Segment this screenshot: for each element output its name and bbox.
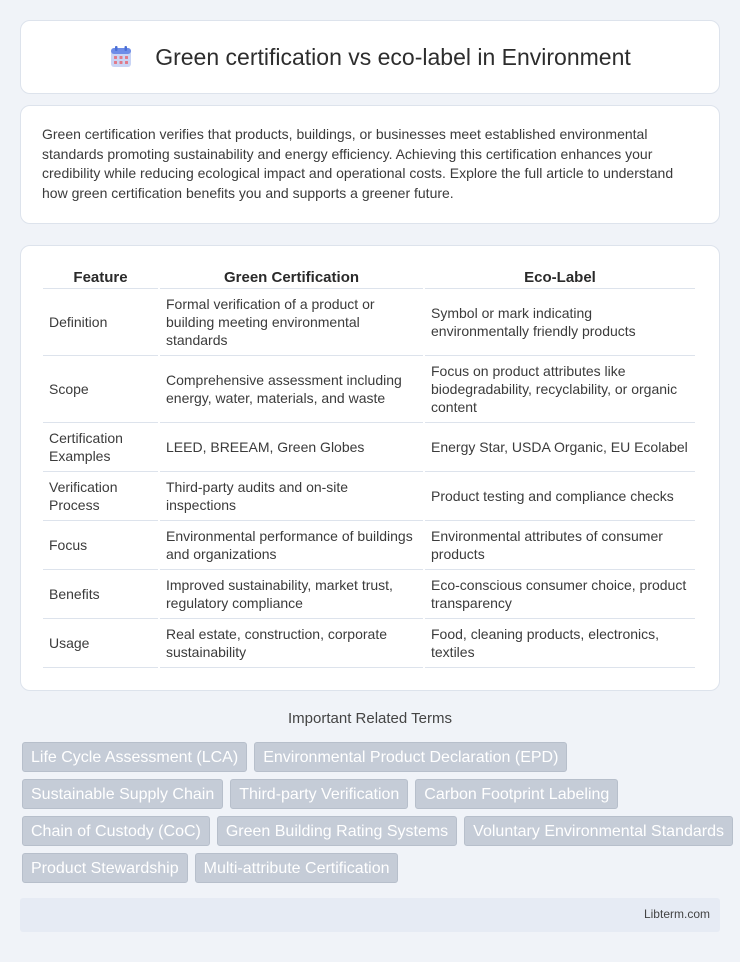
footer (20, 898, 720, 932)
table-row (43, 356, 695, 423)
related-term-tag[interactable]: Environmental Product Declaration (EPD) (254, 742, 567, 772)
related-term-tag[interactable]: Chain of Custody (CoC) (22, 816, 210, 846)
table-cell: Certification Examples (43, 423, 158, 472)
table-cell: Verification Process (43, 472, 158, 521)
related-term-tag[interactable]: Life Cycle Assessment (LCA) (22, 742, 247, 772)
table-row (43, 570, 695, 619)
table-cell: Energy Star, USDA Organic, EU Ecolabel (425, 423, 695, 472)
table-cell: Third-party audits and on-site inspections (160, 472, 423, 521)
related-terms-title: Important Related Terms (288, 710, 452, 727)
table-row (43, 289, 695, 356)
table-cell: Comprehensive assessment including energy, water, materials, and waste (160, 356, 423, 423)
related-term-tag[interactable]: Carbon Footprint Labeling (415, 779, 618, 809)
table-cell: Usage (43, 619, 158, 668)
title-card (20, 20, 720, 94)
table-cell: Focus on product attributes like biodegradability, recyclability, or organic content (425, 356, 695, 423)
table-cell: Eco-conscious consumer choice, product transparency (425, 570, 695, 619)
table-row (43, 472, 695, 521)
header-green-certification: Green Certification (160, 266, 423, 289)
table-cell: Benefits (43, 570, 158, 619)
comparison-table-card (20, 245, 720, 691)
intro-text: Green certification verifies that products, buildings, or businesses meet established environmental standards promoting sustainability and energy efficiency. Achieving this certification enhances your credibility while reducing ecological impact and operational costs. Explore the full article to understand how green certification benefits you and supports a greener future. (42, 126, 674, 201)
table-header-row (43, 266, 695, 289)
page-title: Green certification vs eco-label in Environment (155, 43, 631, 70)
calendar-icon (109, 45, 133, 69)
related-term-tag[interactable]: Third-party Verification (230, 779, 408, 809)
table-cell: Symbol or mark indicating environmentally friendly products (425, 289, 695, 356)
table-cell: Product testing and compliance checks (425, 472, 695, 521)
table-cell: Environmental performance of buildings and organizations (160, 521, 423, 570)
related-term-tag[interactable]: Multi-attribute Certification (195, 853, 399, 883)
related-term-tag[interactable]: Sustainable Supply Chain (22, 779, 223, 809)
table-cell: Focus (43, 521, 158, 570)
header-eco-label: Eco-Label (425, 266, 695, 289)
table-cell: Definition (43, 289, 158, 356)
table-cell: Environmental attributes of consumer products (425, 521, 695, 570)
table-cell: LEED, BREEAM, Green Globes (160, 423, 423, 472)
table-cell: Scope (43, 356, 158, 423)
related-terms-list (22, 742, 722, 890)
related-term-tag[interactable]: Voluntary Environmental Standards (464, 816, 733, 846)
related-term-tag[interactable]: Green Building Rating Systems (217, 816, 457, 846)
table-cell: Food, cleaning products, electronics, textiles (425, 619, 695, 668)
footer-brand[interactable]: Libterm.com (643, 907, 710, 921)
related-term-tag[interactable]: Product Stewardship (22, 853, 188, 883)
table-cell: Real estate, construction, corporate sustainability (160, 619, 423, 668)
comparison-table (41, 266, 697, 668)
header-feature: Feature (43, 266, 158, 289)
table-cell: Improved sustainability, market trust, regulatory compliance (160, 570, 423, 619)
table-row (43, 521, 695, 570)
table-row (43, 619, 695, 668)
table-row (43, 423, 695, 472)
table-cell: Formal verification of a product or building meeting environmental standards (160, 289, 423, 356)
intro-card (20, 105, 720, 224)
